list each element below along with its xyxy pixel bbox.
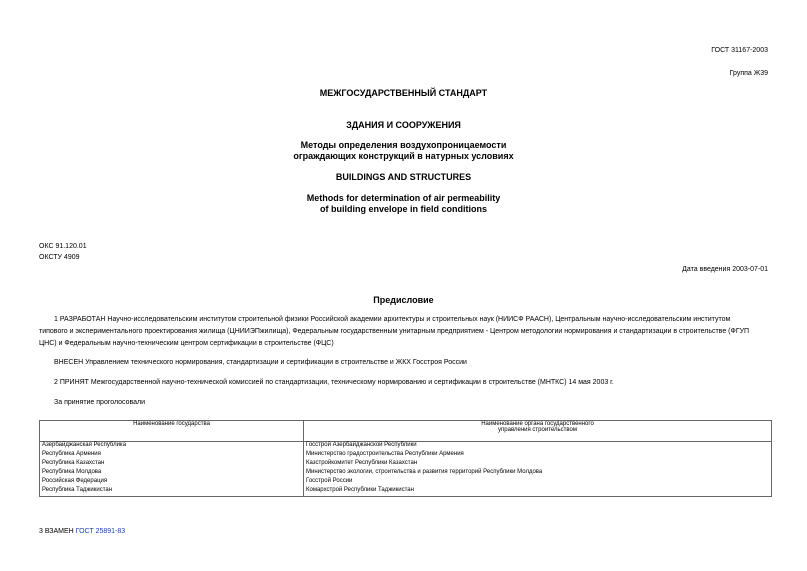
authority-cell: Министерство экологии, строительства и развития территорий Республики Молдова [304,469,772,478]
state-cell: Российская Федерация [40,478,304,487]
preface-p1-line3: ЦНС) и Федеральным научно-техническим центром сертификации в строительстве (ФЦС) [39,340,334,347]
state-cell: Республика Армения [40,451,304,460]
table-row [40,469,772,478]
state-cell: Республика Молдова [40,469,304,478]
table-header-authority-line1: Наименование органа государственного [481,421,594,427]
table-row [40,460,772,469]
table-header-state: Наименование государства [40,421,304,442]
preface-p1-line1 [39,314,772,326]
interstate-standard-title: МЕЖГОСУДАРСТВЕННЫЙ СТАНДАРТ [319,88,488,98]
authority-cell: Комархстрой Республики Таджикистан [304,487,772,497]
authority-cell: Госстрой России [304,478,772,487]
title-method-en-line2: of building envelope in field conditions [320,204,487,214]
table-row [40,478,772,487]
state-cell: Республика Таджикистан [40,487,304,497]
title-buildings-en: BUILDINGS AND STRUCTURES [335,172,472,182]
table-header-authority [304,421,772,442]
preface-adopted: 2 ПРИНЯТ Межгосударственной научно-технической комиссией по стандартизации, техническому нормированию и сертификации в строительстве (МНТКС) 14 мая 2003 г. [54,379,614,386]
replaced-standard [39,526,125,538]
authority-cell: Министерство градостроительства Республики Армения [304,451,772,460]
table-row [40,442,772,452]
title-buildings-ru: ЗДАНИЯ И СООРУЖЕНИЯ [346,120,461,130]
title-method-ru-line2: ограждающих конструкций в натурных условиях [293,151,514,161]
preface-p1-line2: типового и экспериментального проектирования жилища (ЦНИИЭПжилища), Федеральным государственным унитарным предприятием - Центром методологии нормирования и стандартизации в строительстве (ФГУП [39,328,750,335]
preface-voted: За принятие проголосовали [54,399,146,406]
replaced-prefix: 3 ВЗАМЕН [39,528,74,535]
preface-introduced: ВНЕСЕН Управлением технического нормирования, стандартизации и сертификации в строительстве и ЖКХ Госстроя России [54,359,467,366]
preface-p1-line1-text: 1 РАЗРАБОТАН Научно-исследовательским институтом строительной физики Российской академии архитектуры и строительных наук (НИИСФ РААСН), Центральным научно-исследовательским институтом [54,316,731,323]
table-row [40,451,772,460]
state-cell: Азербайджанская Республика [40,442,304,452]
okstu-code: ОКСТУ 4909 [39,254,80,261]
intro-date: Дата введения 2003-07-01 [682,266,768,273]
gost-25891-link[interactable]: ГОСТ 25891-83 [75,528,126,535]
preface-heading: Предисловие [373,295,434,305]
voting-states-table [39,420,772,497]
title-method-en-line1: Methods for determination of air permeability [306,193,501,203]
title-method-ru-line1: Методы определения воздухопроницаемости [300,140,507,150]
authority-cell: Госстрой Азербайджанской Республики [304,442,772,452]
table-row [40,487,772,497]
oks-code: ОКС 91.120.01 [39,243,87,250]
doc-number: ГОСТ 31167-2003 [711,47,768,54]
table-header-authority-line2: управления строительством [498,427,577,433]
authority-cell: Казстройкомитет Республики Казахстан [304,460,772,469]
group-code: Группа Ж39 [729,70,768,77]
state-cell: Республика Казахстан [40,460,304,469]
